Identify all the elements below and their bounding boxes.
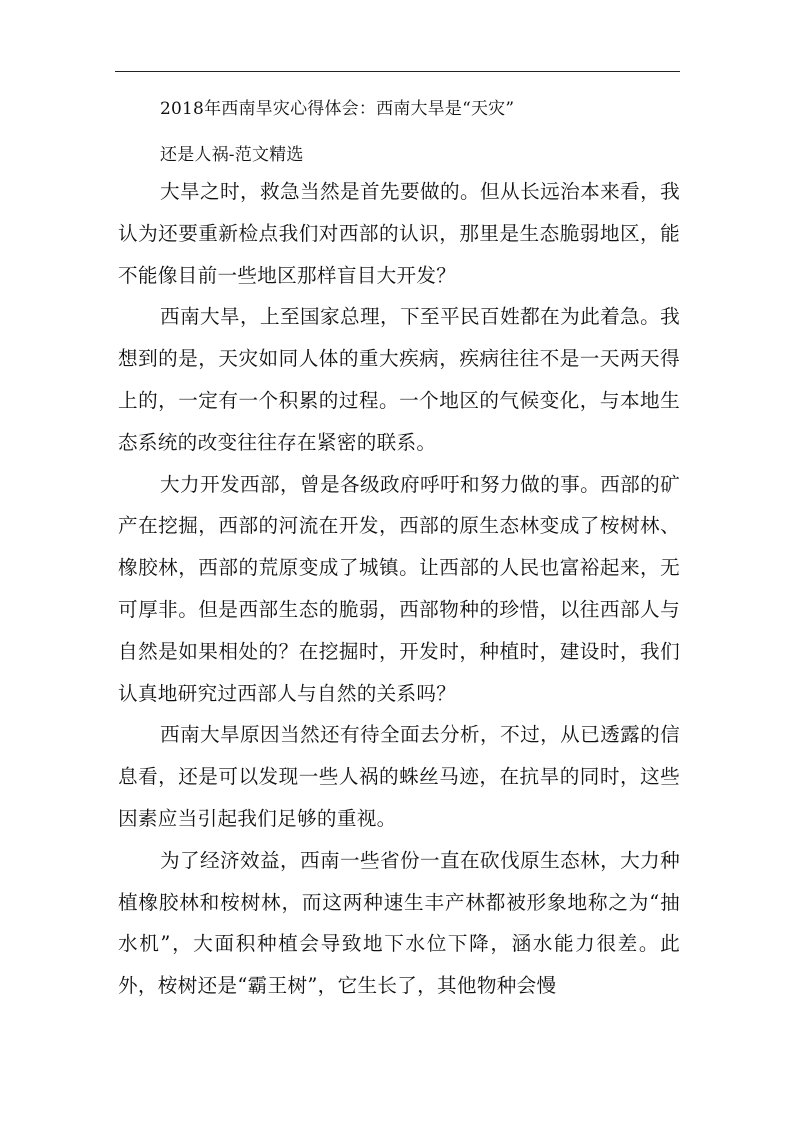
document-body (118, 171, 680, 1007)
paragraph: 西南大旱原因当然还有待全面去分析，不过，从已透露的信息看，还是可以发现一些人祸的蛛丝马迹，在抗旱的同时，这些因素应当引起我们足够的重视。 (118, 723, 680, 830)
document-title-line-1: 2018年西南旱灾心得体会：西南大旱是“天灾” (160, 99, 515, 119)
header-rule (115, 71, 680, 72)
paragraph: 大旱之时，救急当然是首先要做的。但从长远治本来看，我认为还要重新检点我们对西部的认识，那里是生态脆弱地区，能不能像目前一些地区那样盲目大开发？ (118, 180, 680, 287)
paragraph: 西南大旱，上至国家总理，下至平民百姓都在为此着急。我想到的是，天灾如同人体的重大疾病，疾病往往不是一天两天得上的，一定有一个积累的过程。一个地区的气候变化，与本地生态系统的改变往往存在紧密的联系。 (118, 305, 680, 454)
paragraph: 大力开发西部，曾是各级政府呼吁和努力做的事。西部的矿产在挖掘，西部的河流在开发，西部的原生态林变成了桉树林、橡胶林，西部的荒原变成了城镇。让西部的人民也富裕起来，无可厚非。但是西部生态的脆弱，西部物种的珍惜，以往西部人与自然是如果相处的？在挖掘时，开发时，种植时，建设时，我们认真地研究过西部人与自然的关系吗？ (118, 472, 680, 705)
paragraph: 为了经济效益，西南一些省份一直在砍伐原生态林，大力种植橡胶林和桉树林，而这两种速生丰产林都被形象地称之为“抽水机”，大面积种植会导致地下水位下降，涵水能力很差。此外，桉树还是“霸王树”，它生长了，其他物种会慢 (118, 848, 680, 998)
document-title-line-2: 还是人祸-范文精选 (160, 145, 304, 165)
